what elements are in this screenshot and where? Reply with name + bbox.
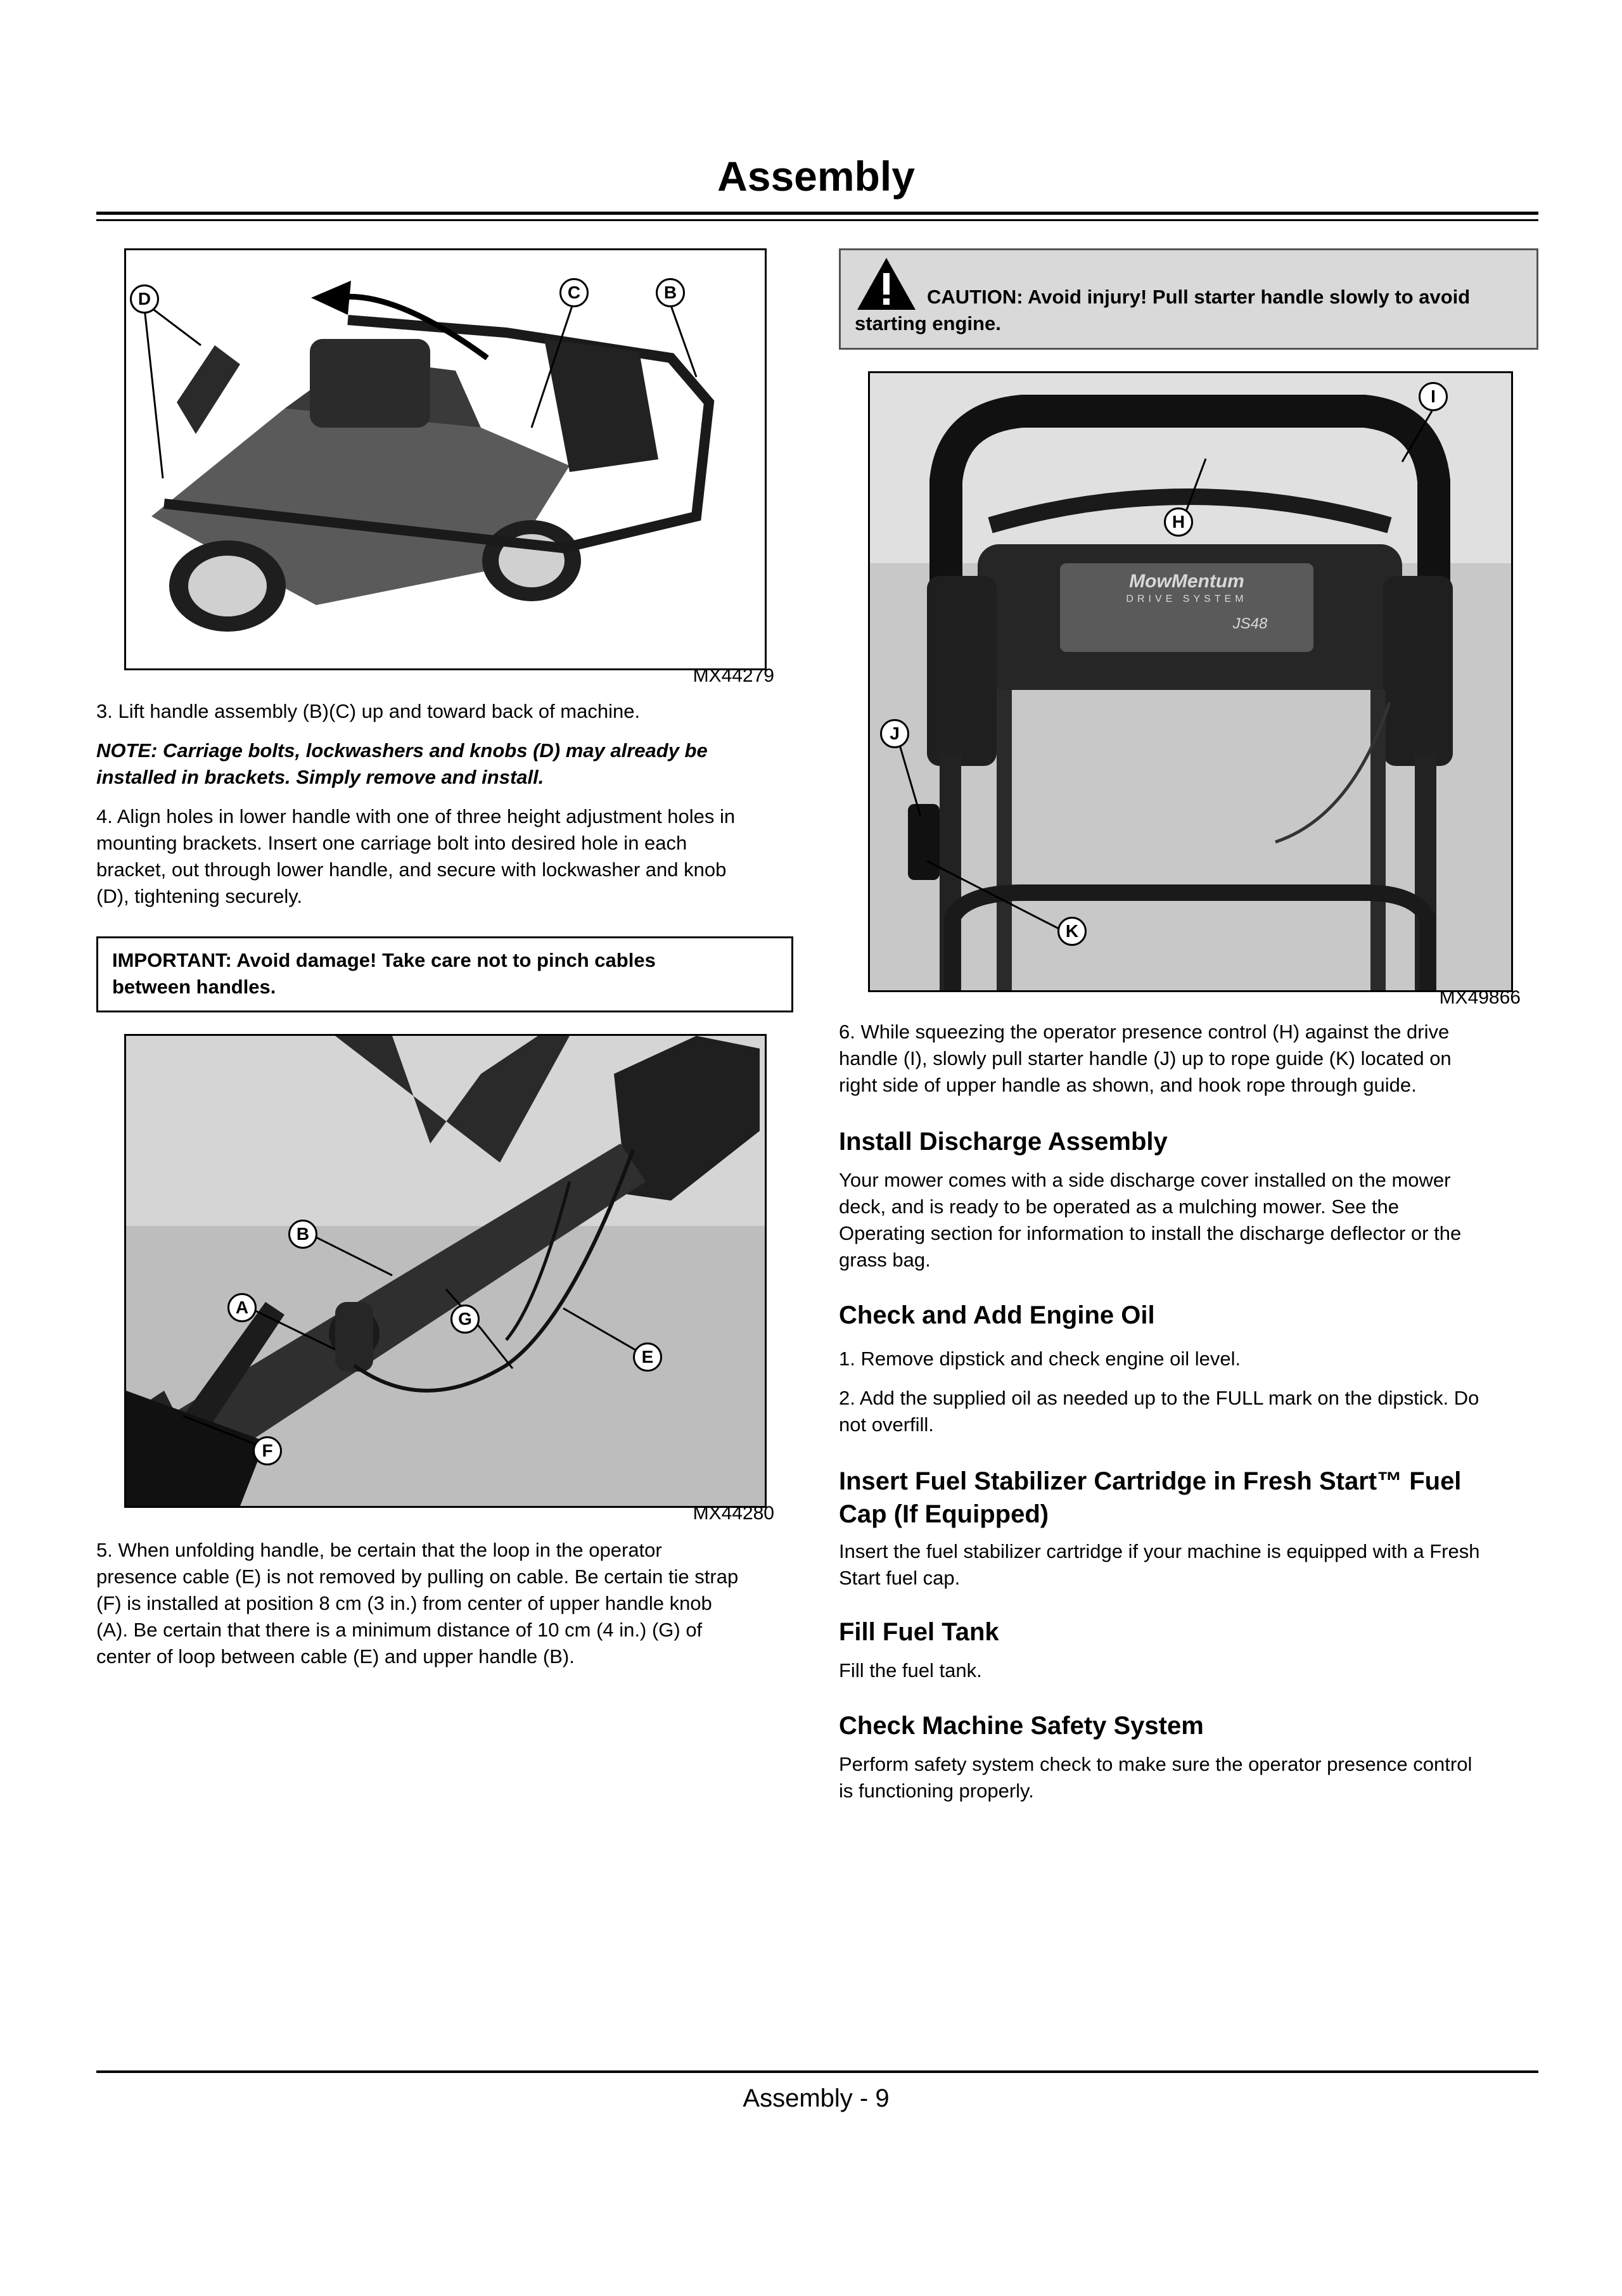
step-5-line-5: center of loop between cable (E) and upper handle (B). [96,1645,575,1668]
discharge-line-4: grass bag. [839,1249,931,1271]
page-title: Assembly [717,153,915,200]
heading-fill-fuel-tank: Fill Fuel Tank [839,1618,999,1646]
safety-line-1: Perform safety system check to make sure the operator presence control [839,1753,1472,1775]
warning-triangle-icon [855,255,918,312]
upper-handle-illustration [870,373,1511,990]
caution-line-1: CAUTION: Avoid injury! Pull starter handle slowly to avoid [927,286,1471,308]
step-5-line-1: 5. When unfolding handle, be certain that the loop in the operator [96,1539,662,1561]
figure-code-mx44279: MX44279 [693,665,774,686]
step-4-line-3: bracket, out through lower handle, and secure with lockwasher and knob [96,858,727,881]
callout-k: K [1057,917,1087,946]
figure-upper-handle [868,371,1513,992]
header-rule-thin [96,219,1538,221]
caution-box [839,248,1538,350]
footer-rule [96,2070,1538,2073]
header-rule [96,212,1538,215]
note-line-2: installed in brackets. Simply remove and install. [96,766,544,788]
discharge-line-3: Operating section for information to install the discharge deflector or the [839,1222,1462,1244]
brand-plate-model: JS48 [1232,615,1268,632]
mower-overview-illustration [126,250,765,668]
caution-line-2: starting engine. [855,312,1001,335]
step-4-line-2: mounting brackets. Insert one carriage bolt into desired hole in each [96,832,687,854]
figure-code-mx44280: MX44280 [693,1503,774,1524]
oil-step-2-line-1: 2. Add the supplied oil as needed up to the FULL mark on the dipstick. Do [839,1387,1479,1409]
note-line-1: NOTE: Carriage bolts, lockwashers and knobs (D) may already be [96,739,708,762]
step-6-line-3: right side of upper handle as shown, and hook rope through guide. [839,1074,1417,1096]
figure-code-mx49866: MX49866 [1439,987,1521,1008]
step-6-line-2: handle (I), slowly pull starter handle (J) up to rope guide (K) located on [839,1047,1452,1069]
heading-fuel-stabilizer-line-1: Insert Fuel Stabilizer Cartridge in Fresh Start™ Fuel [839,1467,1462,1495]
callout-i: I [1419,382,1448,411]
step-6-line-1: 6. While squeezing the operator presence control (H) against the drive [839,1021,1450,1043]
figure-mower-overview [124,248,767,670]
important-box [96,936,793,1012]
callout-e: E [633,1343,662,1372]
step-5-line-3: (F) is installed at position 8 cm (3 in.) from center of upper handle knob [96,1592,712,1614]
oil-step-2-line-2: not overfill. [839,1413,934,1436]
important-line-2: between handles. [112,976,276,998]
heading-safety-system: Check Machine Safety System [839,1712,1204,1740]
stabilizer-line-2: Start fuel cap. [839,1567,961,1589]
step-5-line-4: (A). Be certain that there is a minimum distance of 10 cm (4 in.) (G) of [96,1619,703,1641]
discharge-line-1: Your mower comes with a side discharge cover installed on the mower [839,1169,1451,1191]
fuel-line-1: Fill the fuel tank. [839,1659,982,1681]
heading-fuel-stabilizer-line-2: Cap (If Equipped) [839,1500,1049,1528]
step-3-text: 3. Lift handle assembly (B)(C) up and toward back of machine. [96,700,641,722]
callout-f: F [253,1436,282,1465]
handle-cable-illustration [126,1036,765,1506]
callout-b: B [288,1220,317,1249]
step-4-line-4: (D), tightening securely. [96,885,303,907]
figure-handle-cable [124,1034,767,1508]
callout-c: C [559,278,589,307]
heading-install-discharge: Install Discharge Assembly [839,1128,1168,1156]
important-line-1: IMPORTANT: Avoid damage! Take care not to pinch cables [112,949,656,971]
step-5-line-2: presence cable (E) is not removed by pulling on cable. Be certain tie strap [96,1566,739,1588]
callout-j: J [880,719,909,748]
page-number: Assembly - 9 [743,2084,890,2112]
callout-b: B [656,278,685,307]
safety-line-2: is functioning properly. [839,1780,1034,1802]
callout-h: H [1164,507,1193,537]
callout-g: G [450,1304,480,1334]
step-4-line-1: 4. Align holes in lower handle with one of three height adjustment holes in [96,805,736,827]
callout-a: A [227,1293,257,1322]
heading-engine-oil: Check and Add Engine Oil [839,1301,1155,1329]
stabilizer-line-1: Insert the fuel stabilizer cartridge if your machine is equipped with a Fresh [839,1540,1480,1562]
callout-d: D [130,284,159,314]
brand-plate-subtext: DRIVE SYSTEM [1126,594,1248,604]
oil-step-1: 1. Remove dipstick and check engine oil level. [839,1348,1241,1370]
brand-plate-text: MowMentum [1129,571,1244,592]
discharge-line-2: deck, and is ready to be operated as a mulching mower. See the [839,1196,1400,1218]
